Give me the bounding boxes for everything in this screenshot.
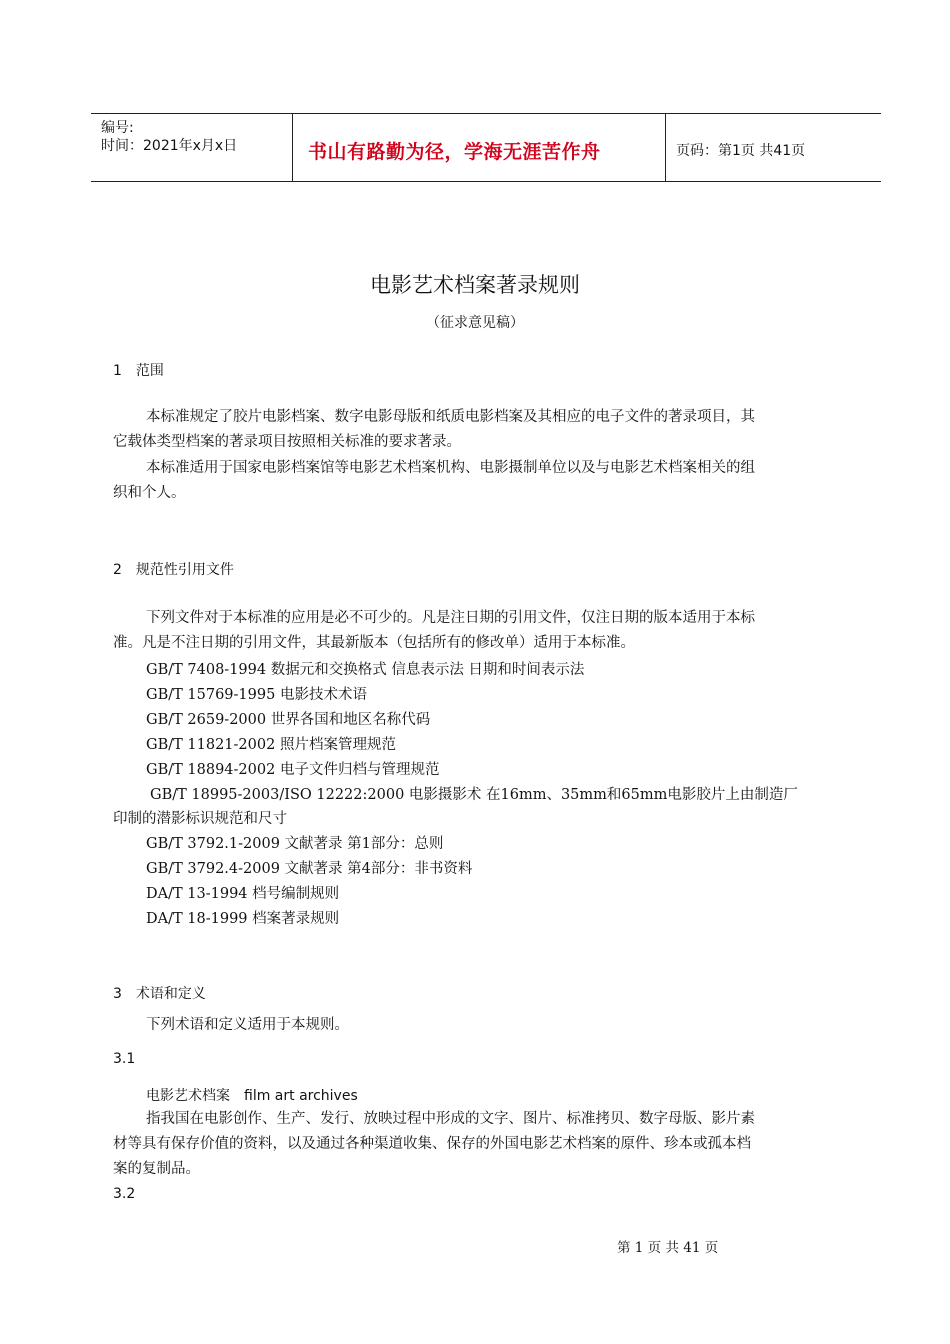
header-top-rule bbox=[91, 113, 881, 114]
term-definition-line3: 案的复制品。 bbox=[113, 1161, 200, 1177]
reference-item: DA/T 13-1994 档号编制规则 bbox=[146, 886, 340, 902]
s3-intro: 下列术语和定义适用于本规则。 bbox=[146, 1017, 349, 1033]
reference-item: GB/T 7408-1994 数据元和交换格式 信息表示法 日期和时间表示法 bbox=[146, 662, 585, 678]
document-title: 电影艺术档案著录规则 bbox=[370, 273, 580, 297]
term-definition-line1: 指我国在电影创作、生产、发行、放映过程中形成的文字、图片、标准拷贝、数字母版、影片素 bbox=[146, 1111, 755, 1127]
term-definition-line2: 材等具有保存价值的资料，以及通过各种渠道收集、保存的外国电影艺术档案的原件、珍本或孤本档 bbox=[113, 1136, 751, 1152]
reference-item-continued: 印制的潜影标识规范和尺寸 bbox=[113, 811, 287, 827]
s1-p2-line2: 织和个人。 bbox=[113, 485, 186, 501]
reference-item: GB/T 2659-2000 世界各国和地区名称代码 bbox=[146, 712, 431, 728]
s2-p1-line2: 准。凡是不注日期的引用文件，其最新版本（包括所有的修改单）适用于本标准。 bbox=[113, 635, 635, 651]
header-bottom-rule bbox=[91, 181, 881, 182]
header-motto: 书山有路勤为径，学海无涯苦作舟 bbox=[308, 141, 601, 163]
section-2-heading: 2 规范性引用文件 bbox=[113, 562, 234, 578]
header-divider-right bbox=[665, 113, 666, 181]
document-subtitle: （征求意见稿） bbox=[426, 315, 524, 331]
reference-item: GB/T 18995-2003/ISO 12222:2000 电影摄影术 在16mm、35mm和65mm电影胶片上由制造厂 bbox=[150, 787, 798, 803]
term-heading: 电影艺术档案 film art archives bbox=[146, 1088, 358, 1104]
clause-3-1-number: 3.1 bbox=[113, 1051, 136, 1067]
reference-item: GB/T 15769-1995 电影技术术语 bbox=[146, 687, 367, 703]
reference-item: GB/T 3792.4-2009 文献著录 第4部分：非书资料 bbox=[146, 861, 473, 877]
s2-p1-line1: 下列文件对于本标准的应用是必不可少的。凡是注日期的引用文件，仅注日期的版本适用于本标 bbox=[146, 610, 755, 626]
header-divider-left bbox=[292, 113, 293, 181]
doc-time-label: 时间：2021年x月x日 bbox=[101, 138, 238, 154]
reference-item: GB/T 11821-2002 照片档案管理规范 bbox=[146, 737, 396, 753]
doc-number-label: 编号: bbox=[101, 120, 134, 136]
s1-p1-line1: 本标准规定了胶片电影档案、数字电影母版和纸质电影档案及其相应的电子文件的著录项目，其 bbox=[146, 409, 755, 425]
reference-item: DA/T 18-1999 档案著录规则 bbox=[146, 911, 340, 927]
section-1-heading: 1 范围 bbox=[113, 363, 164, 379]
clause-3-2-number: 3.2 bbox=[113, 1186, 136, 1202]
header-page-label: 页码：第1页 共41页 bbox=[676, 143, 806, 159]
s1-p2-line1: 本标准适用于国家电影档案馆等电影艺术档案机构、电影摄制单位以及与电影艺术档案相关的组 bbox=[146, 460, 755, 476]
page-footer: 第 1 页 共 41 页 bbox=[617, 1240, 719, 1256]
section-3-heading: 3 术语和定义 bbox=[113, 986, 206, 1002]
s1-p1-line2: 它载体类型档案的著录项目按照相关标准的要求著录。 bbox=[113, 434, 461, 450]
reference-item: GB/T 3792.1-2009 文献著录 第1部分：总则 bbox=[146, 836, 444, 852]
reference-item: GB/T 18894-2002 电子文件归档与管理规范 bbox=[146, 762, 440, 778]
